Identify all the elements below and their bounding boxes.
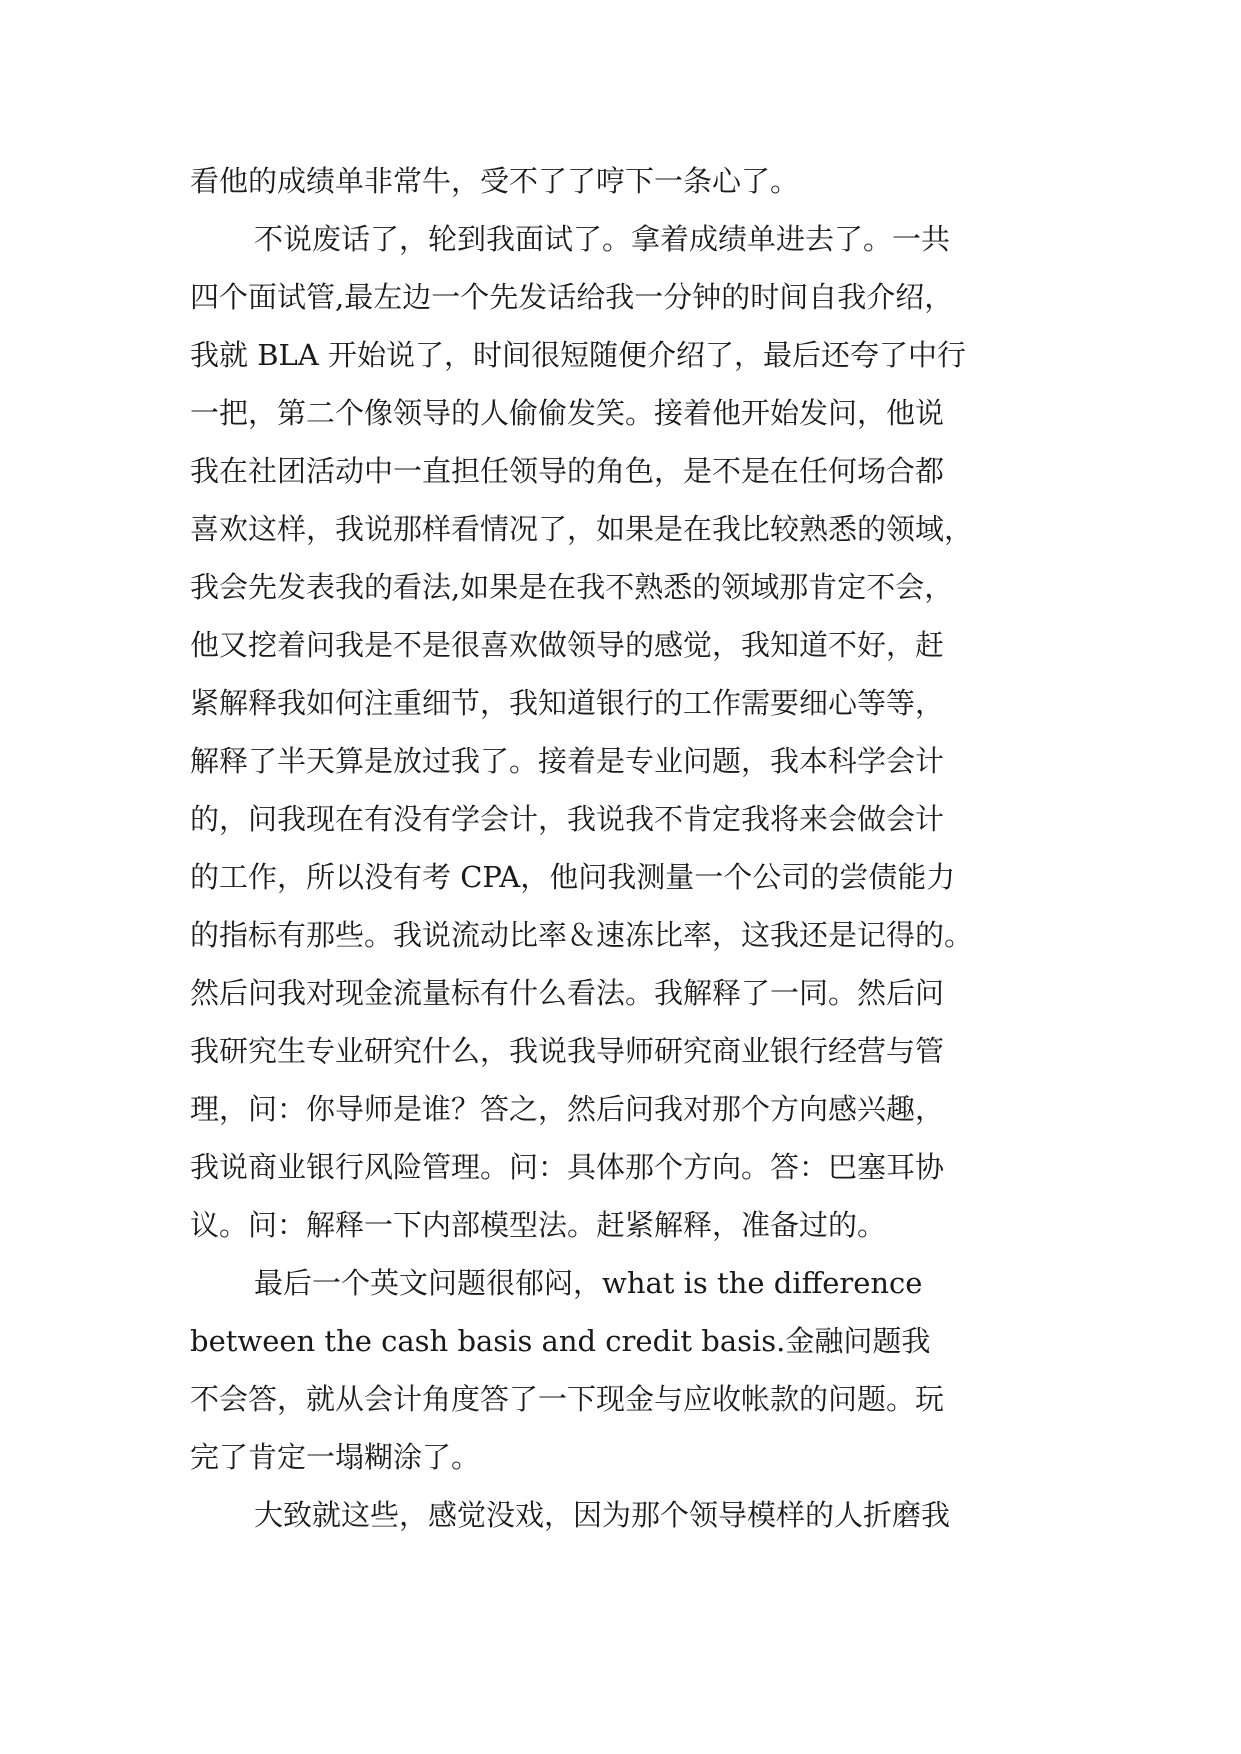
text-line: 然后问我对现金流量标有什么看法。我解释了一同。然后问 bbox=[190, 976, 945, 1010]
text-line: 四个面试管,最左边一个先发话给我一分钟的时间自我介绍， bbox=[190, 280, 954, 314]
text-line: 我就 BLA 开始说了，时间很短随便介绍了，最后还夸了中行 bbox=[190, 338, 966, 372]
text-line: 议。问：解释一下内部模型法。赶紧解释，准备过的。 bbox=[190, 1208, 887, 1242]
text-line: 不说废话了，轮到我面试了。拿着成绩单进去了。一共 bbox=[254, 222, 951, 256]
text-line: 我会先发表我的看法,如果是在我不熟悉的领域那肯定不会， bbox=[190, 570, 954, 604]
text-line: 一把，第二个像领导的人偷偷发笑。接着他开始发问，他说 bbox=[190, 396, 945, 430]
text-line: 完了肯定一塌糊涂了。 bbox=[190, 1440, 481, 1474]
document-body bbox=[190, 152, 1070, 1544]
text-line: 喜欢这样，我说那样看情况了，如果是在我比较熟悉的领域， bbox=[190, 512, 974, 546]
text-line: 的工作，所以没有考 CPA，他问我测量一个公司的尝债能力 bbox=[190, 860, 956, 894]
text-line: 理，问：你导师是谁？答之，然后问我对那个方向感兴趣， bbox=[190, 1092, 945, 1126]
text-line: 他又挖着问我是不是很喜欢做领导的感觉，我知道不好，赶 bbox=[190, 628, 945, 662]
text-line: 大致就这些，感觉没戏，因为那个领导模样的人折磨我 bbox=[254, 1498, 951, 1532]
text-line: 的，问我现在有没有学会计，我说我不肯定我将来会做会计 bbox=[190, 802, 945, 836]
text-line: 我研究生专业研究什么，我说我导师研究商业银行经营与管 bbox=[190, 1034, 945, 1068]
text-line: between the cash basis and credit basis.金融问题我 bbox=[190, 1324, 931, 1358]
text-line: 我在社团活动中一直担任领导的角色，是不是在任何场合都 bbox=[190, 454, 945, 488]
text-line: 的指标有那些。我说流动比率＆速冻比率，这我还是记得的。 bbox=[190, 918, 974, 952]
text-line: 看他的成绩单非常牛，受不了了哼下一条心了。 bbox=[190, 164, 800, 198]
text-line: 解释了半天算是放过我了。接着是专业问题，我本科学会计 bbox=[190, 744, 945, 778]
text-line: 最后一个英文问题很郁闷，what is the difference bbox=[254, 1266, 923, 1300]
text-line: 我说商业银行风险管理。问：具体那个方向。答：巴塞耳协 bbox=[190, 1150, 945, 1184]
text-line: 不会答，就从会计角度答了一下现金与应收帐款的问题。玩 bbox=[190, 1382, 945, 1416]
text-line: 紧解释我如何注重细节，我知道银行的工作需要细心等等， bbox=[190, 686, 945, 720]
